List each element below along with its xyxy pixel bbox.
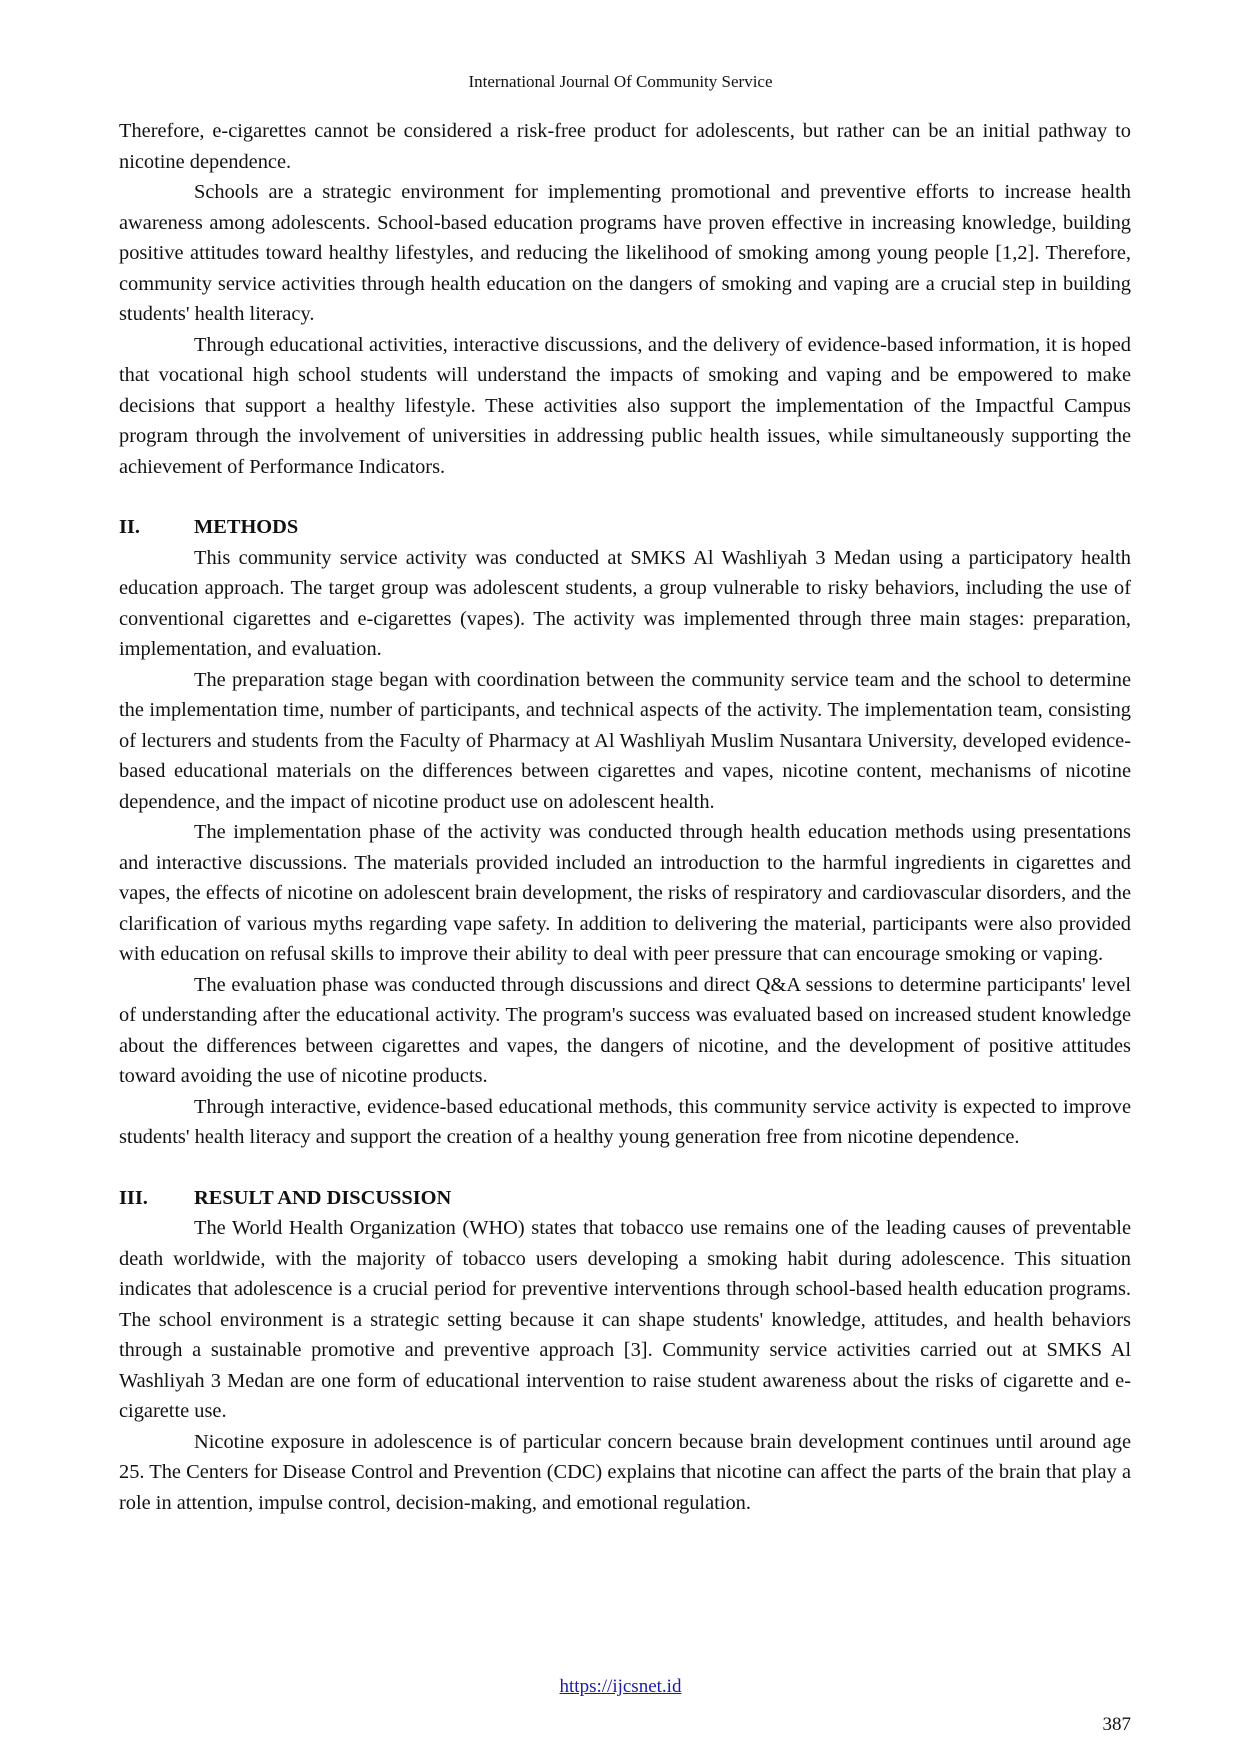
paragraph: Nicotine exposure in adolescence is of particular concern because brain development continues until around age 25. The Centers for Disease Control and Prevention (CDC) explains that nicotine can affect the parts of the brain that play a role in attention, impulse control, decision-making, and emotional regulation. [119,1430,1131,1514]
page-number: 387 [1102,1714,1131,1735]
section-number: II. [119,516,140,538]
paragraph: Through educational activities, interactive discussions, and the delivery of evidence-based information, it is hoped that vocational high school students will understand the impacts of smoking and vaping and be empowered to make decisions that support a healthy lifestyle. These activities also support the implementation of the Impactful Campus program through the involvement of universities in addressing public health issues, while simultaneously supporting the achievement of Performance Indicators. [119,333,1131,478]
paragraph: The preparation stage began with coordination between the community service team and the school to determine the implementation time, number of participants, and technical aspects of the activity. The implementation team, consisting of lecturers and students from the Faculty of Pharmacy at Al Washliyah Muslim Nusantara University, developed evidence-based educational materials on the differences between cigarettes and vapes, nicotine content, mechanisms of nicotine dependence, and the impact of nicotine product use on adolescent health. [119,668,1131,813]
section-heading-results [119,1183,1131,1214]
footer [0,1676,1241,1698]
paragraph: This community service activity was conducted at SMKS Al Washliyah 3 Medan using a participatory health education approach. The target group was adolescent students, a group vulnerable to risky behaviors, including the use of conventional cigarettes and e-cigarettes (vapes). The activity was implemented through three main stages: preparation, implementation, and evaluation. [119,546,1131,660]
paragraph: The implementation phase of the activity was conducted through health education methods using presentations and interactive discussions. The materials provided included an introduction to the harmful ingredients in cigarettes and vapes, the effects of nicotine on adolescent brain development, the risks of respiratory and cardiovascular disorders, and the clarification of various myths regarding vape safety. In addition to delivering the material, participants were also provided with education on refusal skills to improve their ability to deal with peer pressure that can encourage smoking or vaping. [119,821,1131,965]
section-number: III. [119,1186,148,1209]
journal-url-link[interactable]: https://ijcsnet.id [559,1676,682,1697]
section-heading-methods [119,512,1131,543]
running-header: International Journal Of Community Service [468,72,773,91]
paragraph: The evaluation phase was conducted through discussions and direct Q&A sessions to determine participants' level of understanding after the educational activity. The program's success was evaluated based on increased student knowledge about the differences between cigarettes and vapes, the dangers of nicotine, and the development of positive attitudes toward avoiding the use of nicotine products. [119,973,1131,1087]
paragraph: Therefore, e-cigarettes cannot be considered a risk-free product for adolescents, but rather can be an initial pathway to nicotine dependence. [119,120,1131,173]
section-title: METHODS [194,516,299,538]
paragraph: Through interactive, evidence-based educational methods, this community service activity is expected to improve students' health literacy and support the creation of a healthy young generation free from nicotine dependence. [119,1095,1131,1148]
paragraph: Schools are a strategic environment for implementing promotional and preventive efforts to increase health awareness among adolescents. School-based education programs have proven effective in increasing knowledge, building positive attitudes toward healthy lifestyles, and reducing the likelihood of smoking among young people [1,2]. Therefore, community service activities through health education on the dangers of smoking and vaping are a crucial step in building students' health literacy. [119,181,1131,325]
paragraph: The World Health Organization (WHO) states that tobacco use remains one of the leading causes of preventable death worldwide, with the majority of tobacco users developing a smoking habit during adolescence. This situation indicates that adolescence is a crucial period for preventive interventions through school-based health education programs. The school environment is a strategic setting because it can shape students' knowledge, attitudes, and health behaviors through a sustainable promotive and preventive approach [3]. Community service activities carried out at SMKS Al Washliyah 3 Medan are one form of educational intervention to raise student awareness about the risks of cigarette and e-cigarette use. [119,1217,1131,1422]
document-body [119,116,1131,1518]
section-title: RESULT AND DISCUSSION [194,1186,452,1209]
